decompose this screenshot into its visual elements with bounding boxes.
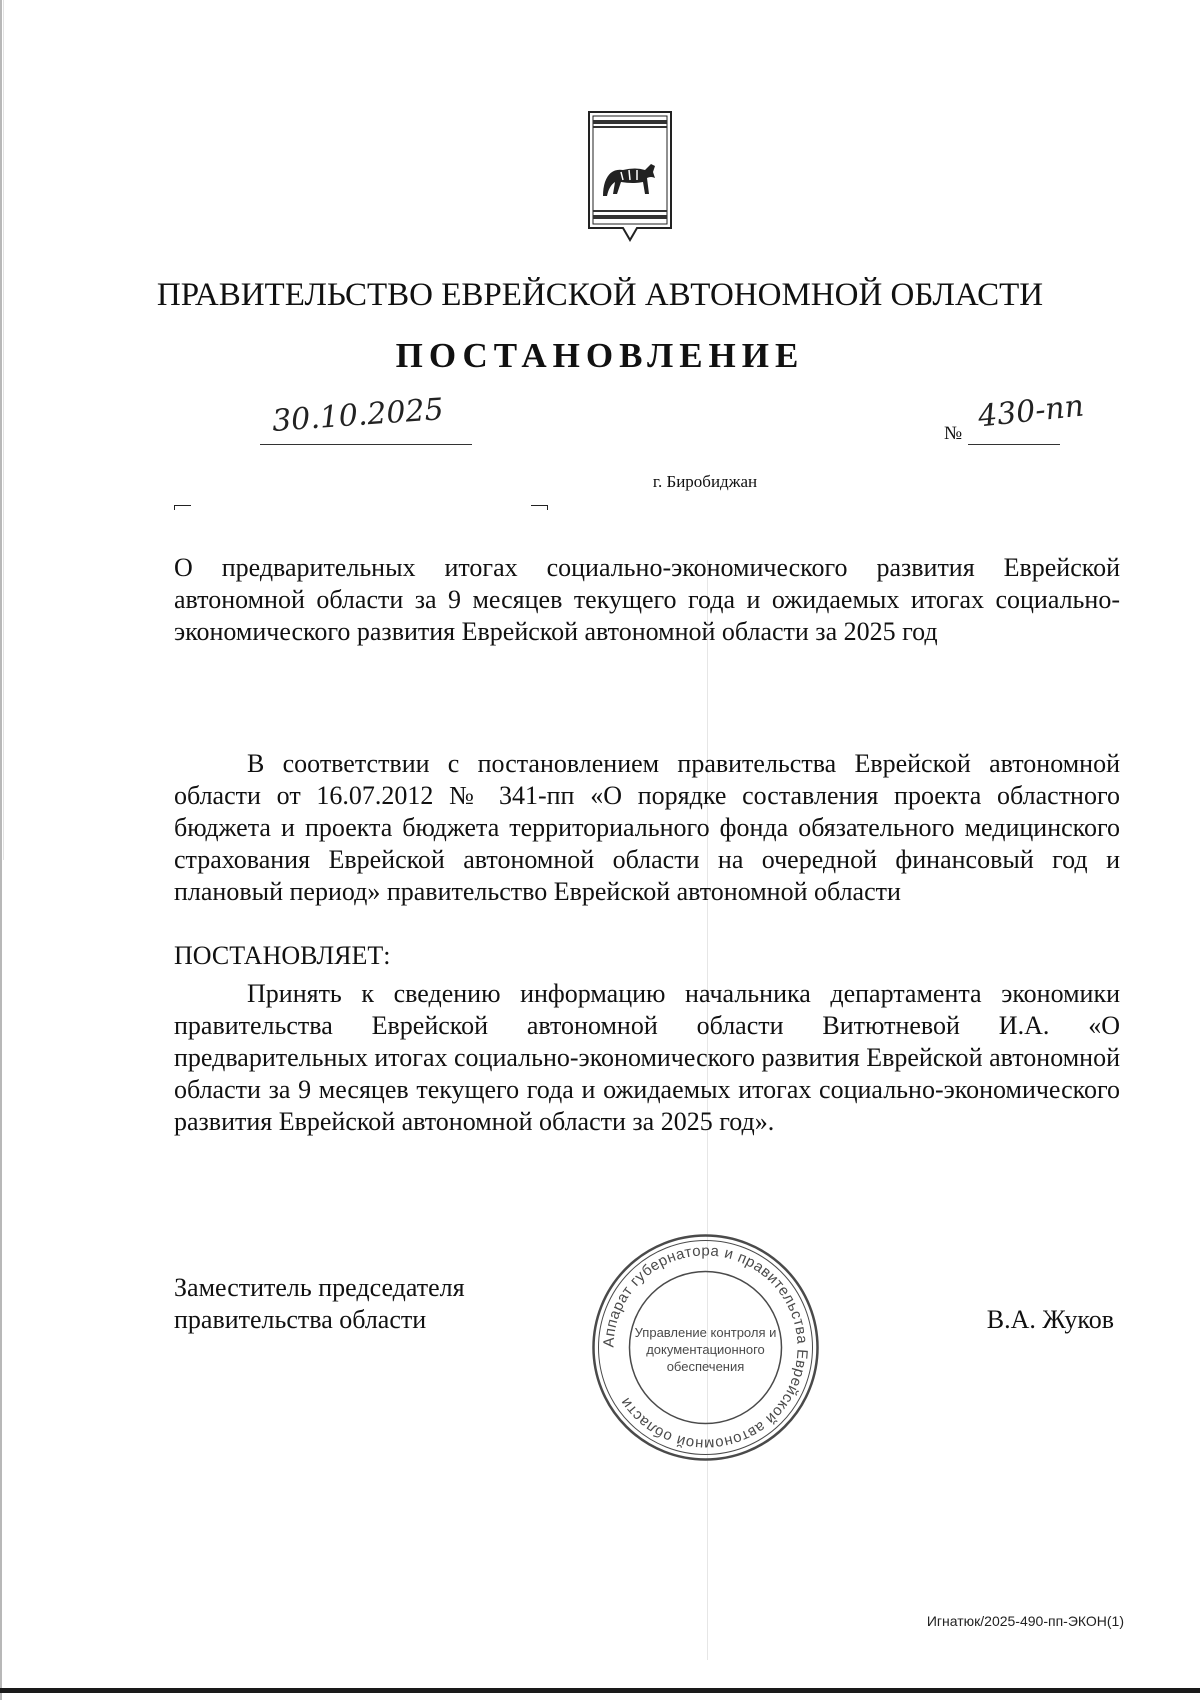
handwritten-date: 30.10.2025 [270, 392, 445, 439]
resolves-line: ПОСТАНОВЛЯЕТ: [174, 941, 391, 970]
scan-edge-left [0, 0, 2, 1700]
document-subject: О предварительных итогах социально-экономического развития Еврейской автономной области за 9 месяцев текущего года и ожидаемых итогах социально-экономического развития Еврейской автономной области за 2025 год [174, 553, 1120, 646]
scan-edge-left-faint [3, 0, 4, 860]
document-reference: Игнатюк/2025-490-пп-ЭКОН(1) [926, 1613, 1124, 1629]
signer-position-line2: правительства области [174, 1305, 427, 1334]
signer-name: В.А. Жуков [986, 1305, 1114, 1334]
stamp-center-line2: документационного [646, 1342, 765, 1357]
subject-bracket-right [531, 505, 548, 510]
official-stamp [588, 1230, 823, 1465]
signer-position-line1: Заместитель председателя [174, 1273, 465, 1302]
number-field [968, 388, 1086, 445]
stamp-ring-text: Аппарат губернатора и правительства Еврейской автономной области [600, 1242, 811, 1453]
document-type-title: ПОСТАНОВЛЕНИЕ [395, 336, 805, 375]
government-title: ПРАВИТЕЛЬСТВО ЕВРЕЙСКОЙ АВТОНОМНОЙ ОБЛАСТИ [156, 277, 1044, 313]
stamp-center-line1: Управление контроля и [634, 1325, 777, 1340]
handwritten-number: 430-пп [976, 388, 1086, 435]
preamble-paragraph: В соответствии с постановлением правительства Еврейской автономной области от 16.07.2012 № 341-пп «О порядке составления проекта областного бюджета и проекта бюджета территориального фонда обязательного медицинского страхования Еврейской автономной области на очередной финансовый год и плановый период» правительство Еврейской автономной области [174, 749, 1120, 906]
decision-paragraph: Принять к сведению информацию начальника департамента экономики правительства Еврейской автономной области Витютневой И.А. «О предварительных итогах социально-экономического развития Еврейской автономной области за 9 месяцев текущего года и ожидаемых итогах социально-экономического развития Еврейской автономной области за 2025 год». [174, 979, 1120, 1136]
number-label: № [944, 423, 963, 444]
subject-bracket-left [174, 505, 191, 510]
signer-position [174, 1272, 465, 1336]
coat-of-arms-icon [585, 110, 675, 250]
scan-edge-bottom [0, 1688, 1200, 1693]
stamp-center-line3: обеспечения [666, 1359, 745, 1374]
city-line: г. Биробиджан [652, 472, 758, 491]
date-field [260, 392, 472, 445]
